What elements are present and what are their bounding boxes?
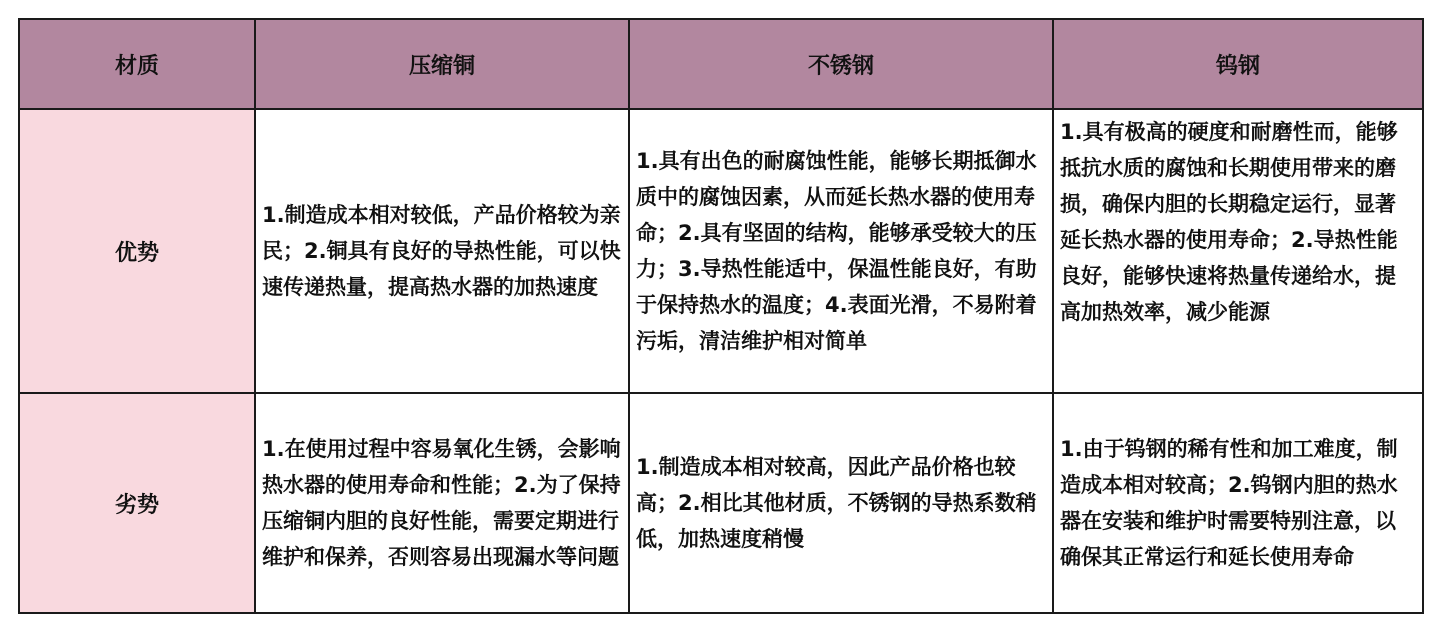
comparison-table-container xyxy=(18,18,1422,610)
cell-text: 1.由于钨钢的稀有性和加工难度，制造成本相对较高；2.钨钢内胆的热水器在安装和维护时需要特别注意，以确保其正常运行和延长使用寿命 xyxy=(1060,437,1398,569)
row-label-disadvantages: 劣势 xyxy=(19,393,255,613)
header-material: 材质 xyxy=(19,19,255,109)
cell-text: 1.在使用过程中容易氧化生锈，会影响热水器的使用寿命和性能；2.为了保持压缩铜内胆的良好性能，需要定期进行维护和保养，否则容易出现漏水等问题 xyxy=(262,437,621,569)
table-row-disadvantages xyxy=(19,393,1423,613)
cell-text: 1.制造成本相对较低，产品价格较为亲民；2.铜具有良好的导热性能，可以快速传递热量，提高热水器的加热速度 xyxy=(262,203,621,299)
material-comparison-table xyxy=(18,18,1424,614)
header-stainless-steel: 不锈钢 xyxy=(629,19,1053,109)
cell-text: 1.具有极高的硬度和耐磨性而，能够抵抗水质的腐蚀和长期使用带来的磨损，确保内胆的长期稳定运行，显著延长热水器的使用寿命；2.导热性能良好，能够快速将热量传递给水，提高加热效率，减少能源 xyxy=(1060,120,1398,324)
cell-copper-disadvantages xyxy=(255,393,629,613)
cell-stainless-disadvantages xyxy=(629,393,1053,613)
cell-tungsten-advantages xyxy=(1053,109,1423,393)
cell-stainless-advantages xyxy=(629,109,1053,393)
header-tungsten-steel: 钨钢 xyxy=(1053,19,1423,109)
cell-text: 1.制造成本相对较高，因此产品价格也较高；2.相比其他材质，不锈钢的导热系数稍低，加热速度稍慢 xyxy=(636,455,1037,551)
table-header-row xyxy=(19,19,1423,109)
header-compressed-copper: 压缩铜 xyxy=(255,19,629,109)
cell-text: 1.具有出色的耐腐蚀性能，能够长期抵御水质中的腐蚀因素，从而延长热水器的使用寿命；2.具有坚固的结构，能够承受较大的压力；3.导热性能适中，保温性能良好，有助于保持热水的温度；4.表面光滑，不易附着污垢，清洁维护相对简单 xyxy=(636,149,1037,353)
cell-copper-advantages xyxy=(255,109,629,393)
table-row-advantages xyxy=(19,109,1423,393)
row-label-advantages: 优势 xyxy=(19,109,255,393)
cell-tungsten-disadvantages xyxy=(1053,393,1423,613)
